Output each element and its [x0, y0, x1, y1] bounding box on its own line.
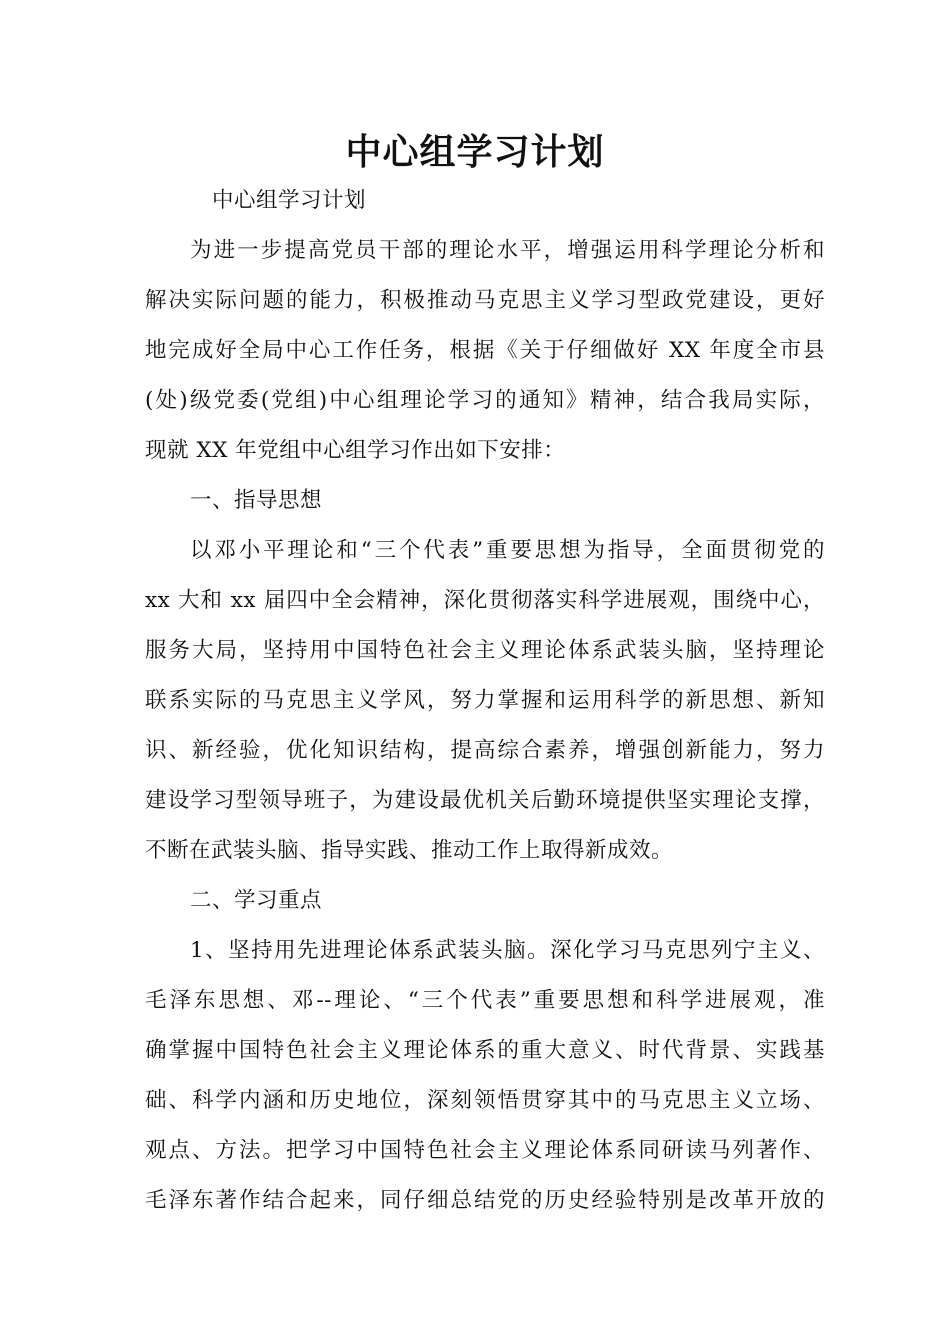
paragraph-line: 服务大局，坚持用中国特色社会主义理论体系武装头脑，坚持理论: [145, 638, 825, 663]
paragraph-line: 为进一步提高党员干部的理论水平，增强运用科学理论分析和: [190, 238, 825, 263]
paragraph-line: 毛泽东思想、邓--理论、“三个代表”重要思想和科学进展观，准: [145, 988, 825, 1013]
document-subtitle: 中心组学习计划: [212, 188, 367, 213]
paragraph-line: 识、新经验，优化知识结构，提高综合素养，增强创新能力，努力: [145, 738, 825, 763]
paragraph-line: 现就 XX 年党组中心组学习作出如下安排：: [145, 438, 566, 463]
paragraph-line: 以邓小平理论和“三个代表”重要思想为指导，全面贯彻党的: [190, 538, 825, 563]
document-title: 中心组学习计划: [345, 132, 605, 173]
paragraph-line: 地完成好全局中心工作任务，根据《关于仔细做好 XX 年度全市县: [145, 338, 825, 363]
paragraph-line: (处)级党委(党组)中心组理论学习的通知》精神，结合我局实际，: [145, 388, 825, 413]
paragraph-line: 毛泽东著作结合起来，同仔细总结党的历史经验特别是改革开放的: [145, 1188, 825, 1213]
paragraph-line: 解决实际问题的能力，积极推动马克思主义学习型政党建设，更好: [145, 288, 825, 313]
paragraph-line: 建设学习型领导班子，为建设最优机关后勤环境提供坚实理论支撑，: [145, 788, 825, 813]
paragraph-line: 确掌握中国特色社会主义理论体系的重大意义、时代背景、实践基: [145, 1038, 825, 1063]
section-heading: 二、学习重点: [190, 888, 323, 913]
paragraph-line: 联系实际的马克思主义学风，努力掌握和运用科学的新思想、新知: [145, 688, 825, 713]
paragraph-line: 不断在武装头脑、指导实践、推动工作上取得新成效。: [145, 838, 674, 863]
paragraph-line: 础、科学内涵和历史地位，深刻领悟贯穿其中的马克思主义立场、: [145, 1088, 825, 1113]
paragraph-line: 观点、方法。把学习中国特色社会主义理论体系同研读马列著作、: [145, 1138, 825, 1163]
paragraph-line: 1、坚持用先进理论体系武装头脑。深化学习马克思列宁主义、: [190, 938, 825, 963]
section-heading: 一、指导思想: [190, 488, 323, 513]
paragraph-line: xx 大和 xx 届四中全会精神，深化贯彻落实科学进展观，围绕中心，: [145, 588, 825, 613]
